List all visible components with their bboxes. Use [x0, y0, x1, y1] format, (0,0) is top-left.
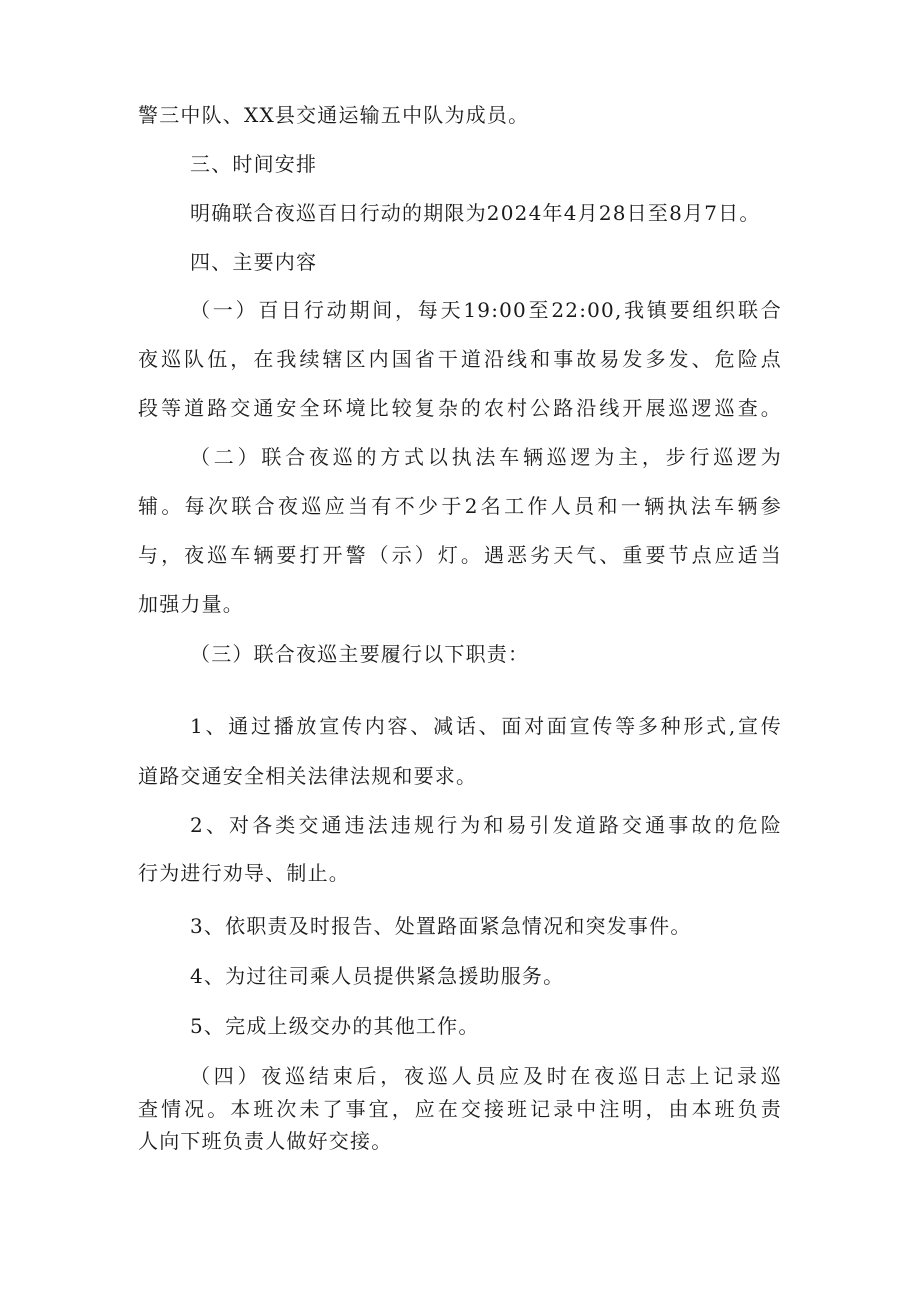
paragraph-item-1-line-2: 夜巡队伍，在我续辖区内国省干道沿线和事故易发多发、危险点: [138, 347, 782, 371]
duty-item-1-line-2: 道路交通安全相关法律法规和要求。: [138, 764, 478, 788]
paragraph-item-1-line-1: （一）百日行动期间，每天19:00至22:00,我镇要组织联合: [190, 298, 782, 322]
paragraph-time-period: 明确联合夜巡百日行动的期限为2024年4月28日至8月7日。: [190, 201, 761, 225]
duty-item-1-line-1: 1、通过播放宣传内容、减话、面对面宣传等多种形式,宣传: [190, 714, 782, 738]
duty-item-5: 5、完成上级交办的其他工作。: [190, 1014, 480, 1038]
duty-item-2-line-1: 2、对各类交通违法违规行为和易引发道路交通事故的危险: [190, 813, 782, 837]
paragraph-item-4-line-2: 查情况。本班次未了事宜，应在交接班记录中注明，由本班负责: [138, 1097, 782, 1121]
duty-item-4: 4、为过往司乘人员提供紧急援助服务。: [190, 964, 565, 988]
paragraph-item-2-line-4: 加强力量。: [138, 592, 244, 616]
paragraph-item-2-line-1: （二）联合夜巡的方式以执法车辆巡逻为主，步行巡逻为: [190, 445, 782, 469]
paragraph-item-2-line-2: 辅。每次联合夜巡应当有不少于2名工作人员和一辆执法车辆参: [138, 494, 782, 518]
paragraph-item-1-line-3: 段等道路交通安全环境比较复杂的农村公路沿线开展巡逻巡查。: [138, 396, 782, 420]
paragraph-item-4-line-1: （四）夜巡结束后，夜巡人员应及时在夜巡日志上记录巡: [190, 1064, 782, 1088]
paragraph-item-4-line-3: 人向下班负责人做好交接。: [138, 1129, 393, 1153]
section-heading-time: 三、时间安排: [190, 152, 318, 176]
duty-item-2-line-2: 行为进行劝导、制止。: [138, 861, 350, 885]
section-heading-content: 四、主要内容: [190, 250, 318, 274]
paragraph-item-2-line-3: 与，夜巡车辆要打开警（示）灯。遇恶劣天气、重要节点应适当: [138, 543, 782, 567]
duty-item-3: 3、依职责及时报告、处置路面紧急情况和突发事件。: [190, 914, 692, 938]
continuation-line: 警三中队、XX县交通运输五中队为成员。: [138, 103, 530, 127]
paragraph-duties-intro: （三）联合夜巡主要履行以下职责：: [190, 642, 530, 666]
